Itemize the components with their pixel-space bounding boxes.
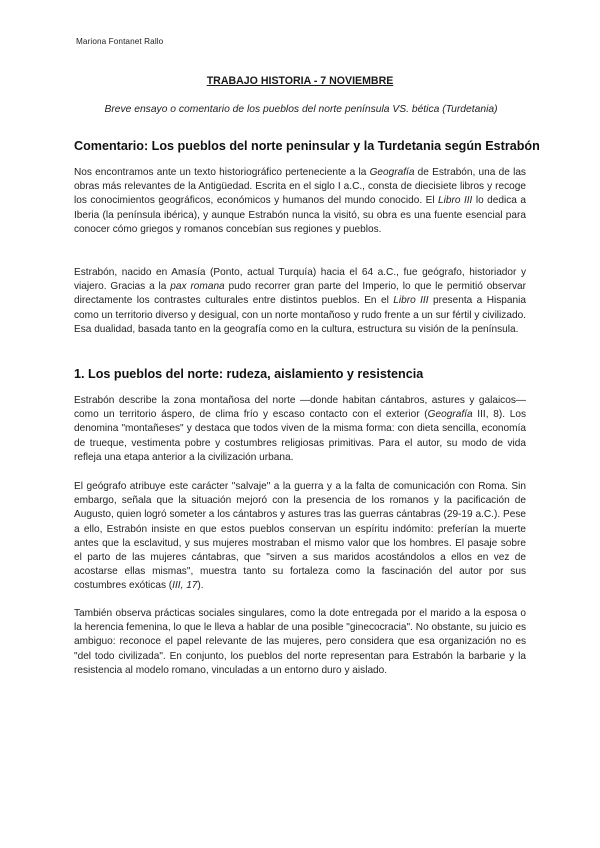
text-run: Estrabón, nacido en Amasía (Ponto, actual Turquía) hacia el 64 a.C., fue geógrafo, historiador y viajero. Gracias a la [74,267,526,293]
text-run: III, 8). Los denomina "montañeses" y destaca que todos viven de la misma forma: con dieta sencilla, economía de trueque, vestimenta pobre y costumbres religiosas primitivas. Para el autor, su modo de vida refleja una etapa anterior a la civilización urbana. [74,409,526,463]
section-title: Comentario: Los pueblos del norte peninsular y la Turdetania según Estrabón [74,139,540,153]
paragraph-1 [74,166,526,237]
text-run: de Estrabón, una de las obras más relevantes de la Antigüedad. Escrita en el siglo I a.C., consta de diecisiete libros y recoge los conocimientos geográficos, económicos y humanos del mundo conocido. El [74,167,526,207]
italic-run: Geografía [369,167,415,178]
paragraph-4 [74,480,526,594]
text-run: Estrabón describe la zona montañosa del norte —donde habitan cántabros, astures y galaicos— como un territorio áspero, de clima frío y escaso contacto con el exterior ( [74,395,526,421]
section-title: 1. Los pueblos del norte: rudeza, aislamiento y resistencia [74,367,424,381]
text-run: Nos encontramos ante un texto historiográfico perteneciente a la [74,167,370,178]
italic-run: pax romana [170,281,225,293]
italic-run: Libro III [393,295,429,307]
text-run: ). [197,580,204,592]
section-heading-pueblos-norte [74,367,526,381]
paragraph-2 [74,266,526,337]
paragraph-5 [74,607,526,678]
document-subtitle: Breve ensayo o comentario de los pueblos del norte península VS. bética (Turdetania) [104,104,498,115]
italic-run: Libro III [438,195,473,207]
text-run: lo dedica a Iberia (la península ibérica), y aunque Estrabón nunca la visitó, su obra es una fuente esencial para conocer cómo griegos y romanos concebían sus regiones y pueblos. [74,195,526,235]
text-run: El geógrafo atribuye este carácter "salvaje" a la guerra y a la falta de comunicación con Roma. Sin embargo, señala que la situación mejoró con la presencia de los romanos y la pacificación de Augusto, quien logró someter a los cántabros y astures tras las guerras cántabras (29-19 a.C.). Pese a ello, Estrabón insiste en que estos pueblos conservan un espíritu indómito: preferían la muerte antes que la esclavitud, y sus mujeres mostraban el mismo valor que los hombres. El pasaje sobre el parto de las mujeres cántabras, que "sirven a sus maridos acostándolos a ellos en vez de acostarse ellas mismas", muestra tanto su fortaleza como la fascinación del autor por sus costumbres exóticas ( [74,481,526,592]
text-run: pudo recorrer gran parte del Imperio, lo que le permitió observar directamente los contrastes culturales entre distintos pueblos. En el [74,281,526,307]
paragraph-3 [74,394,526,465]
section-heading-comentario [74,139,540,153]
document-title: TRABAJO HISTORIA - 7 NOVIEMBRE [206,75,394,87]
text-run: También observa prácticas sociales singulares, como la dote entregada por el marido a la esposa o la herencia femenina, lo que le lleva a hablar de una posible "ginecocracia". No obstante, su juicio es ambiguo: reconoce el papel relevante de las mujeres, pero considera que esa organización no es "del todo civilizada". En conjunto, los pueblos del norte representan para Estrabón la barbarie y la resistencia al modelo romano, vinculadas a un entorno duro y aislado. [74,608,526,676]
italic-run: III, 17 [172,580,198,592]
text-run: presenta a Hispania como un territorio diverso y desigual, con un norte montañoso y rudo frente a un sur fértil y civilizado. Esa dualidad, basada tanto en la geografía como en la cultura, estructura su visión de la península. [74,295,526,335]
author-name: Mariona Fontanet Rallo [76,37,164,46]
italic-run: Geografía [427,409,473,421]
